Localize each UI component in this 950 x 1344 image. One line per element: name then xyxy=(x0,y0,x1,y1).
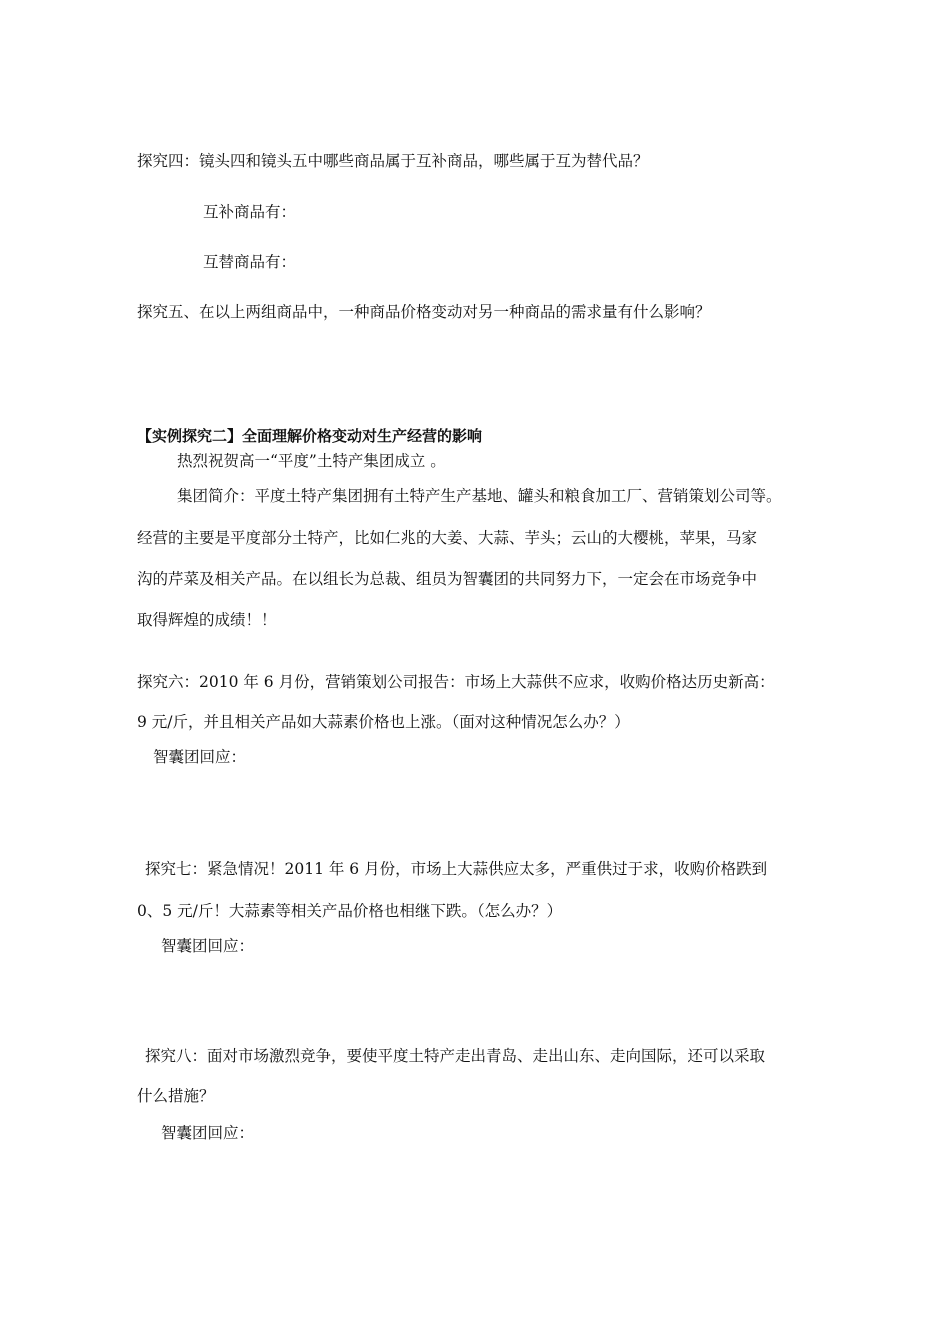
question-8-line: 探究八：面对市场激烈竞争，要使平度土特产走出青岛、走出山东、走向国际，还可以采取 xyxy=(145,1047,766,1065)
intro-line: 经营的主要是平度部分土特产，比如仁兆的大姜、大蒜、芋头；云山的大樱桃，苹果，马家 xyxy=(137,529,758,547)
substitute-goods-label: 互替商品有： xyxy=(203,253,297,271)
question-7-line: 0、5 元/斤！大蒜素等相关产品价格也相继下跌。（怎么办？） xyxy=(137,902,563,920)
question-8-line: 什么措施？ xyxy=(137,1087,215,1105)
question-6-line: 探究六：2010 年 6 月份，营销策划公司报告：市场上大蒜供不应求，收购价格达历史新高： xyxy=(137,673,775,691)
question-8-response-label: 智囊团回应： xyxy=(161,1124,255,1142)
question-7-line: 探究七：紧急情况！2011 年 6 月份，市场上大蒜供应太多，严重供过于求，收购价格跌到 xyxy=(145,860,768,878)
question-7-response-label: 智囊团回应： xyxy=(161,937,255,955)
question-4: 探究四：镜头四和镜头五中哪些商品属于互补商品，哪些属于互为替代品？ xyxy=(137,152,649,170)
question-6-line: 9 元/斤，并且相关产品如大蒜素价格也上涨。（面对这种情况怎么办？） xyxy=(137,713,630,731)
question-5: 探究五、在以上两组商品中，一种商品价格变动对另一种商品的需求量有什么影响？ xyxy=(137,303,711,321)
intro-line: 沟的芹菜及相关产品。在以组长为总裁、组员为智囊团的共同努力下，一定会在市场竞争中 xyxy=(137,570,758,588)
intro-line: 取得辉煌的成绩！！ xyxy=(137,611,277,629)
congrats-line: 热烈祝贺高一“平度”土特产集团成立 。 xyxy=(177,452,446,470)
intro-line: 集团简介：平度土特产集团拥有土特产生产基地、罐头和粮食加工厂、营销策划公司等。 xyxy=(177,487,782,505)
question-6-response-label: 智囊团回应： xyxy=(153,748,247,766)
section-2-title: 【实例探究二】全面理解价格变动对生产经营的影响 xyxy=(137,427,483,445)
complementary-goods-label: 互补商品有： xyxy=(203,203,297,221)
